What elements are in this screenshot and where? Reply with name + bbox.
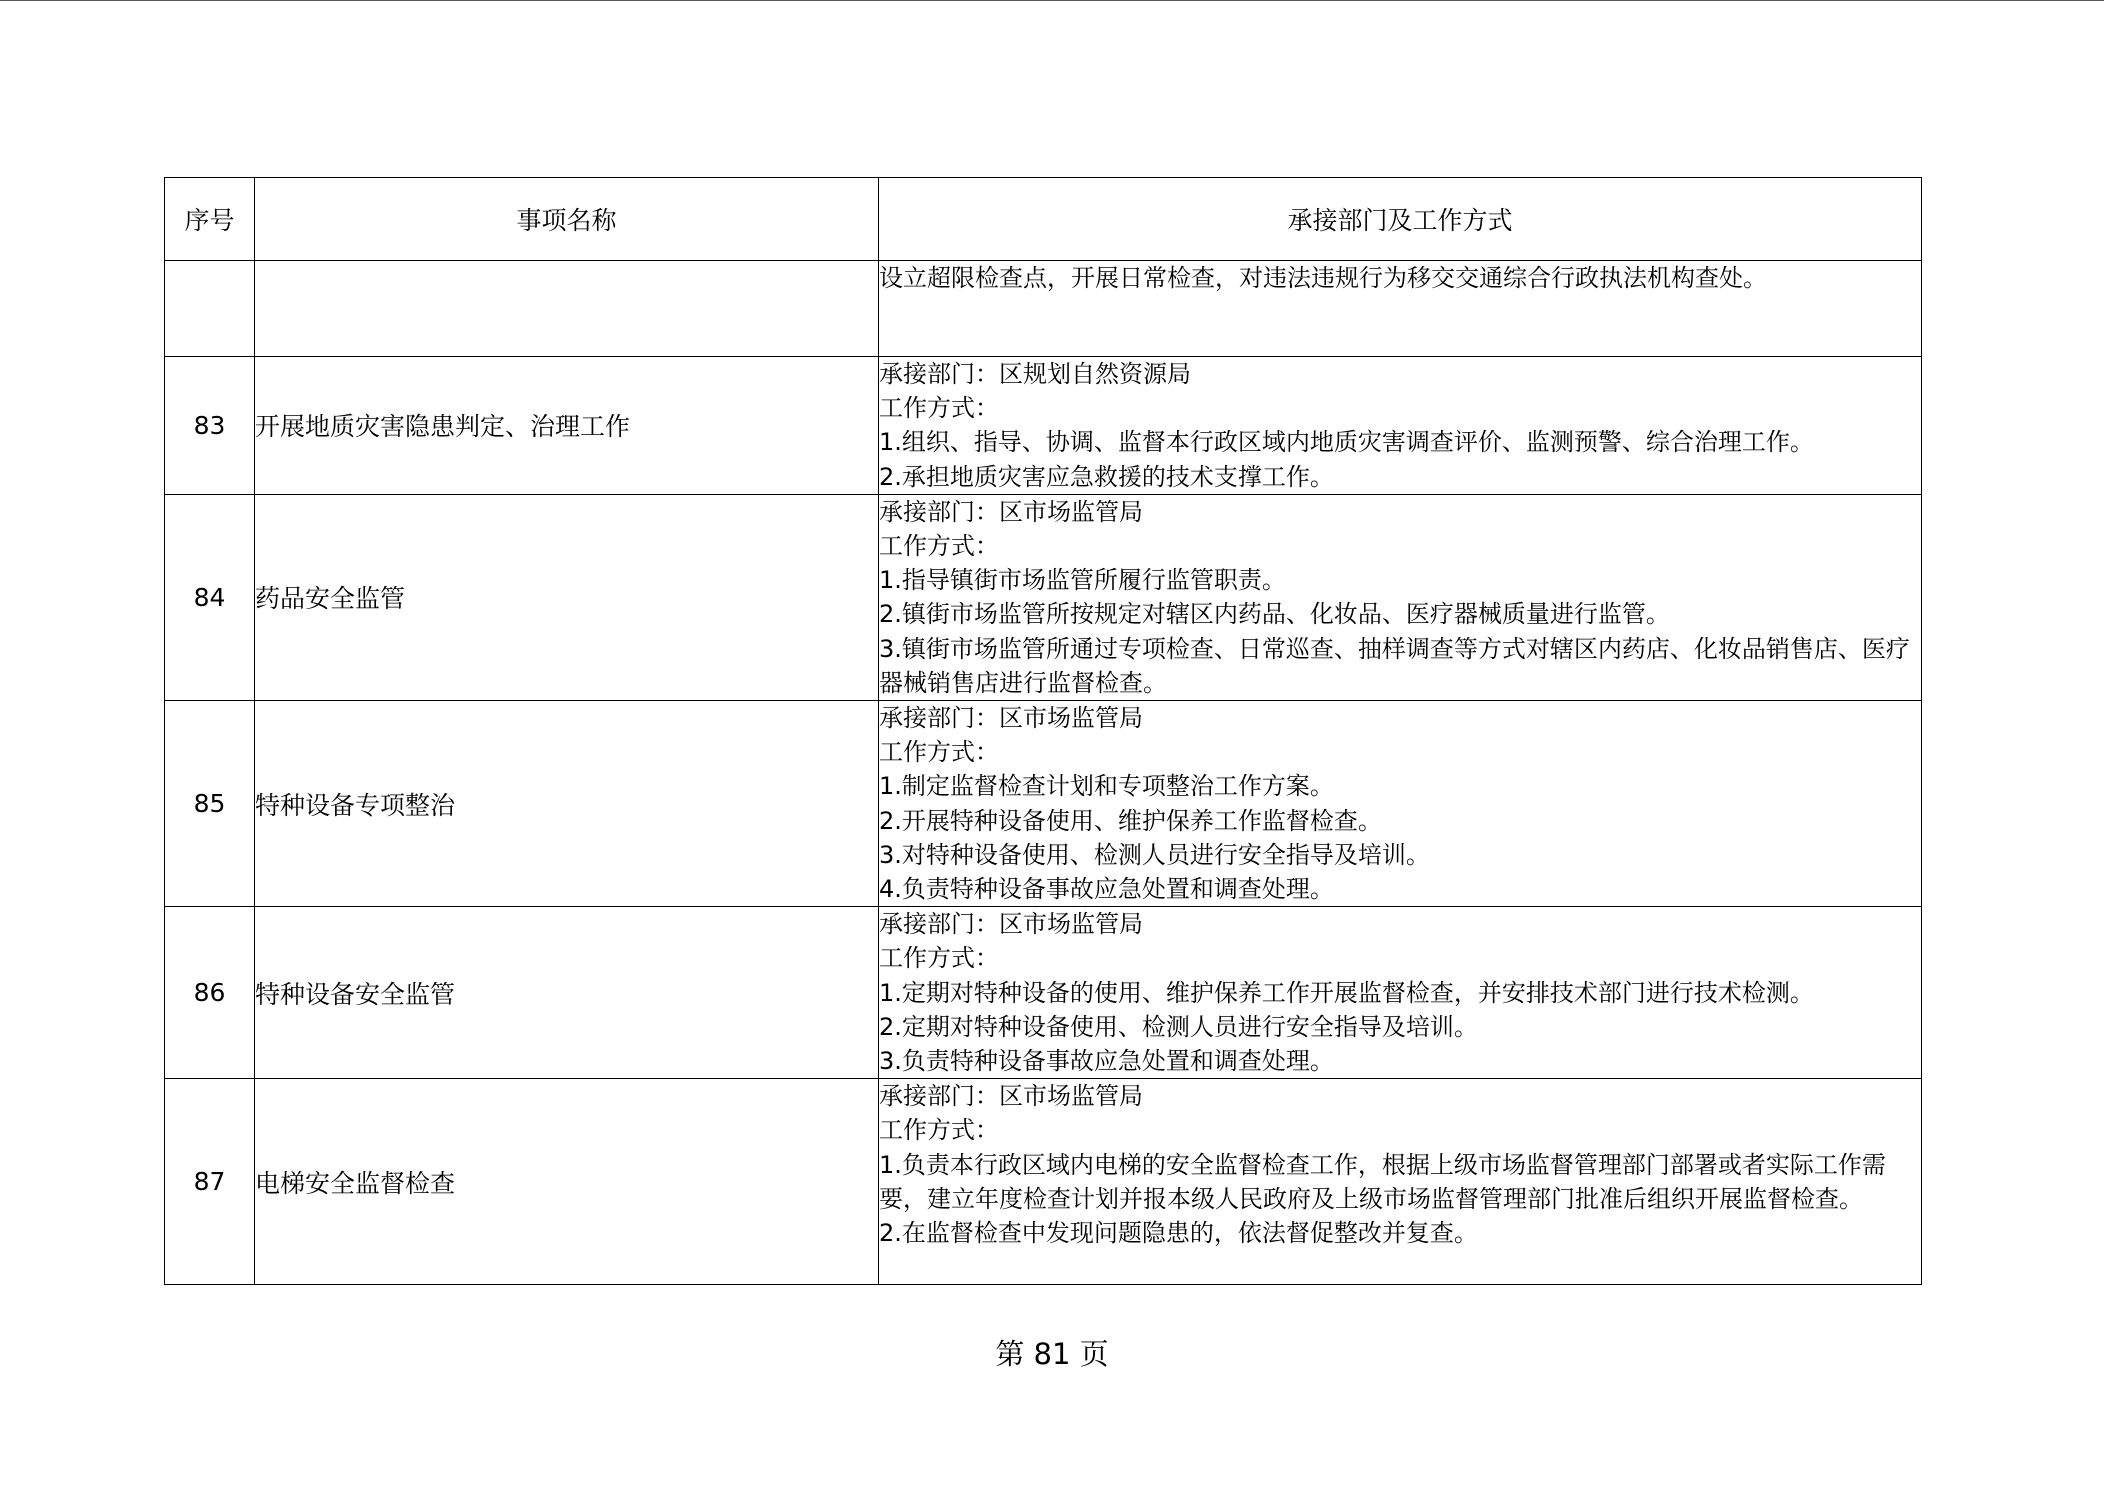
row-number-empty [165,261,255,357]
table-row [165,494,1922,700]
row-name: 药品安全监管 [255,494,879,700]
row-content [879,357,1922,495]
content-line: 2.开展特种设备使用、维护保养工作监督检查。 [879,806,1382,835]
content-line: 1.负责本行政区域内电梯的安全监督检查工作，根据上级市场监督管理部门部署或者实际工作需要，建立年度检查计划并报本级人民政府及上级市场监督管理部门批准后组织开展监督检查。 [879,1150,1886,1213]
content-line: 3.对特种设备使用、检测人员进行安全指导及培训。 [879,840,1430,869]
content-line: 工作方式： [879,532,999,561]
table-row [165,357,1922,495]
content-line: 承接部门：区市场监管局 [879,1082,1143,1111]
content-line: 承接部门：区市场监管局 [879,704,1143,733]
row-content [879,907,1922,1079]
content-line: 4.负责特种设备事故应急处置和调查处理。 [879,875,1334,904]
table-row [165,1079,1922,1285]
content-line: 承接部门：区市场监管局 [879,910,1143,939]
content-line: 2.镇街市场监管所按规定对辖区内药品、化妆品、医疗器械质量进行监管。 [879,600,1670,629]
row-number: 87 [165,1079,255,1285]
row-content [879,494,1922,700]
content-line: 承接部门：区规划自然资源局 [879,360,1191,388]
row-content [879,1079,1922,1285]
content-line: 1.指导镇街市场监管所履行监管职责。 [879,566,1286,595]
content-line: 工作方式： [879,394,999,423]
table-row [165,701,1922,907]
content-line: 1.制定监督检查计划和专项整治工作方案。 [879,772,1334,801]
row-content [879,701,1922,907]
content-line: 工作方式： [879,944,999,973]
row-name: 特种设备安全监管 [255,907,879,1079]
row-number: 83 [165,357,255,495]
content-line: 承接部门：区市场监管局 [879,497,1143,526]
header-dept: 承接部门及工作方式 [879,178,1922,261]
header-name: 事项名称 [255,178,879,261]
table-header-row [165,178,1922,261]
content-line: 1.组织、指导、协调、监督本行政区域内地质灾害调查评价、监测预警、综合治理工作。 [879,428,1814,457]
content-line: 3.负责特种设备事故应急处置和调查处理。 [879,1047,1334,1076]
matters-table [164,177,1922,1285]
top-border-line [0,0,2104,1]
row-name-empty [255,261,879,357]
row-number: 85 [165,701,255,907]
content-line: 2.在监督检查中发现问题隐患的，依法督促整改并复查。 [879,1219,1478,1248]
table-row [165,907,1922,1079]
row-content [879,261,1922,357]
header-seq: 序号 [165,178,255,261]
content-line: 工作方式： [879,1116,999,1145]
content-line: 3.镇街市场监管所通过专项检查、日常巡查、抽样调查等方式对辖区内药店、化妆品销售店、医疗器械销售店进行监督检查。 [879,634,1910,697]
content-line: 工作方式： [879,738,999,767]
row-number: 86 [165,907,255,1079]
content-line: 2.承担地质灾害应急救援的技术支撑工作。 [879,462,1334,491]
table-row-continuation [165,261,1922,357]
row-name: 电梯安全监督检查 [255,1079,879,1285]
content-line: 2.定期对特种设备使用、检测人员进行安全指导及培训。 [879,1012,1478,1041]
page-number: 第 81 页 [995,1337,1109,1371]
row-name: 特种设备专项整治 [255,701,879,907]
content-line: 设立超限检查点，开展日常检查，对违法违规行为移交交通综合行政执法机构查处。 [879,264,1767,292]
row-number: 84 [165,494,255,700]
row-name: 开展地质灾害隐患判定、治理工作 [255,357,879,495]
content-line: 1.定期对特种设备的使用、维护保养工作开展监督检查，并安排技术部门进行技术检测。 [879,978,1814,1007]
